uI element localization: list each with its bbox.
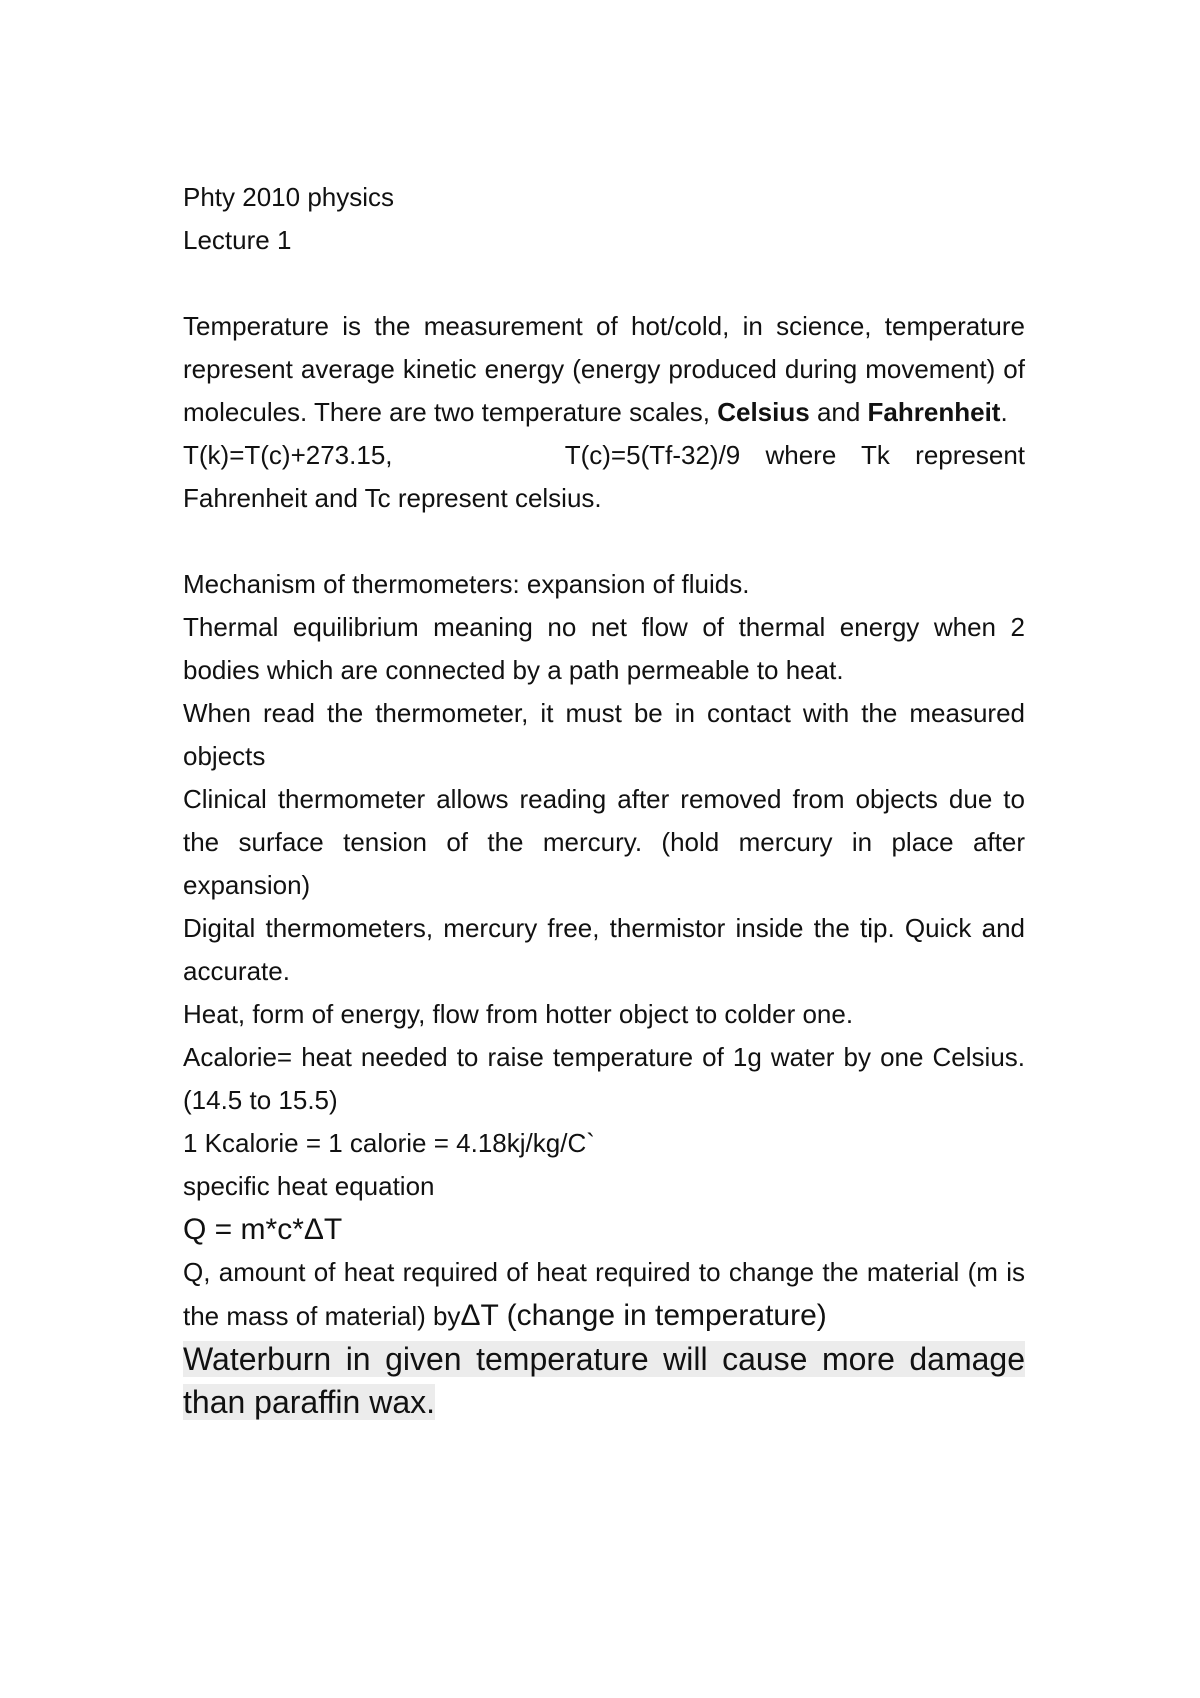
lecture-title: Lecture 1 xyxy=(183,225,292,255)
temperature-paragraph xyxy=(183,305,1025,434)
specific-heat-equation: Q = m*c*ΔT xyxy=(183,1213,343,1246)
equilibrium-paragraph: Thermal equilibrium meaning no net flow of thermal energy when 2 bodies which are connected by a path permeable to heat. xyxy=(183,612,1025,685)
course-title: Phty 2010 physics xyxy=(183,182,395,212)
celsius-formula: T(c)=5(Tf-32)/9 where Tk represent xyxy=(564,440,1025,470)
waterburn-paragraph xyxy=(183,1338,1025,1424)
celsius-term: Celsius xyxy=(717,397,810,427)
spacer xyxy=(183,520,1025,563)
clinical-paragraph: Clinical thermometer allows reading after removed from objects due to the surface tension of the mercury. (hold mercury in place after expansion) xyxy=(183,784,1025,900)
fahrenheit-term: Fahrenheit xyxy=(867,397,1001,427)
conversion-formulas xyxy=(183,434,1025,477)
document-page xyxy=(183,176,1025,1424)
and-text: and xyxy=(809,397,868,427)
temperature-intro-text: Temperature is the measurement of hot/cold, in science, temperature represent average kinetic energy (energy produced during movement) of molecules. There are two temperature scales, xyxy=(183,311,1025,427)
formula-note: Fahrenheit and Tc represent celsius. xyxy=(183,483,602,513)
q-explain-end: ΔT (change in temperature) xyxy=(460,1299,827,1332)
mechanism-text: Mechanism of thermometers: expansion of fluids. xyxy=(183,569,750,599)
digital-paragraph: Digital thermometers, mercury free, thermistor inside the tip. Quick and accurate. xyxy=(183,913,1025,986)
kelvin-formula: T(k)=T(c)+273.15, xyxy=(183,440,393,470)
heat-text: Heat, form of energy, flow from hotter object to colder one. xyxy=(183,999,854,1029)
specific-heat-label: specific heat equation xyxy=(183,1171,435,1201)
q-explain-start: Q, amount of heat required of heat required to change the material (m is the mass of material) by xyxy=(183,1257,1025,1331)
kcal-text: 1 Kcalorie = 1 calorie = 4.18kj/kg/C` xyxy=(183,1128,595,1158)
reading-paragraph: When read the thermometer, it must be in contact with the measured objects xyxy=(183,698,1025,771)
period-text: . xyxy=(1000,397,1008,427)
spacer xyxy=(183,262,1025,305)
q-explain-paragraph xyxy=(183,1251,1025,1338)
calorie-paragraph: Acalorie= heat needed to raise temperature of 1g water by one Celsius. (14.5 to 15.5) xyxy=(183,1042,1025,1115)
waterburn-text: Waterburn in given temperature will cause more damage than paraffin wax. xyxy=(183,1341,1025,1420)
